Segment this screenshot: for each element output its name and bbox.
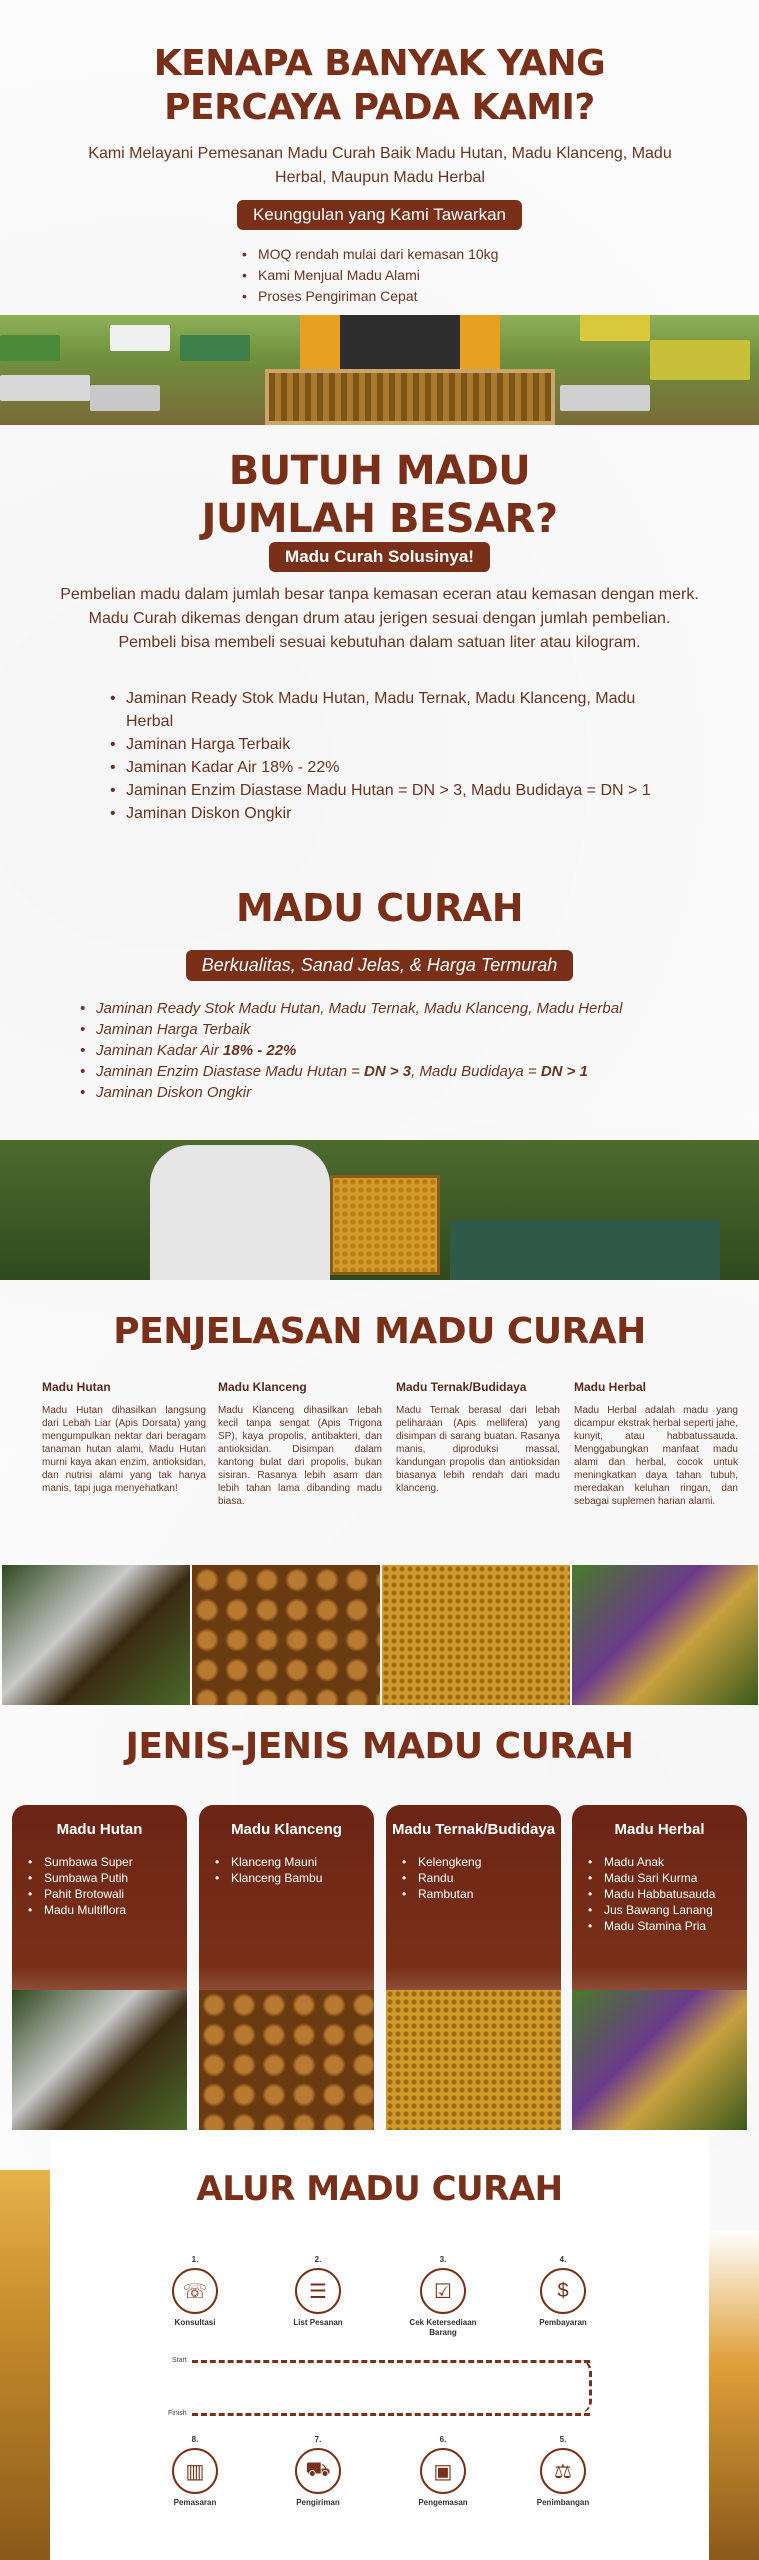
list-item: • Sumbawa Super <box>28 1854 187 1870</box>
flow-title: ALUR MADU CURAH <box>196 2169 563 2209</box>
step-label: Konsultasi <box>174 2318 216 2327</box>
beekeeper-photo <box>0 1140 759 1280</box>
explain-text: Madu Ternak berasal dari lebah peliharaan (Apis mellifera) yang disimpan di sarang buatan. Rasanya manis, diproduksi massal, kandungan propolis dan antioksidan biasanya lebih rendah dari madu klanceng. <box>396 1405 560 1494</box>
explanation-title: PENJELASAN MADU CURAH <box>113 1311 646 1352</box>
madu-curah-list <box>80 998 720 1103</box>
start-label: Start <box>172 2357 187 2364</box>
section-types <box>0 1715 759 2130</box>
step-label: Pembayaran <box>539 2318 587 2327</box>
honey-jars-right <box>709 2230 759 2560</box>
flow-line-top <box>192 2360 590 2363</box>
list-item: • Jaminan Harga Terbaik <box>80 1019 720 1040</box>
explain-title: Madu Ternak/Budidaya <box>396 1380 527 1394</box>
list-item: • Jaminan Ready Stok Madu Hutan, Madu Ternak, Madu Klanceng, Madu Herbal <box>80 998 720 1019</box>
list-item <box>80 1061 720 1082</box>
step-pemasaran <box>150 2435 240 2508</box>
step-number: 6. <box>439 2435 447 2444</box>
package-icon: ▣ <box>420 2448 466 2494</box>
step-number: 1. <box>191 2255 199 2264</box>
beekeeper-figure <box>150 1145 330 1280</box>
list-item <box>80 1040 720 1061</box>
explain-klanceng <box>218 1380 382 1508</box>
list-item: • Madu Anak <box>588 1854 747 1870</box>
step-number: 5. <box>559 2435 567 2444</box>
list-item: • Jaminan Diskon Ongkir <box>110 802 670 825</box>
explain-title: Madu Klanceng <box>218 1380 307 1394</box>
list-item: • Jaminan Kadar Air 18% - 22% <box>110 756 670 779</box>
flow-line-bottom <box>192 2413 590 2416</box>
explain-text: Madu Klanceng dihasilkan lebah kecil tanpa sengat (Apis Trigona SP), kaya propolis, antibakteri, dan antioksidan. Disimpan dalam kantong bulat dari propolis, bukan sisiran. Rasanya lebih asam dan lebih tahan lama dibanding madu biasa. <box>218 1405 382 1507</box>
list-item: • Kami Menjual Madu Alami <box>242 265 498 286</box>
trust-title-line1: KENAPA BANYAK YANG <box>153 43 606 84</box>
list-item: • Pahit Brotowali <box>28 1886 187 1902</box>
card-title: Madu Hutan <box>56 1821 143 1838</box>
step-number: 4. <box>559 2255 567 2264</box>
list-item: • Madu Stamina Pria <box>588 1918 747 1934</box>
clipboard-icon: ☰ <box>295 2268 341 2314</box>
list-item: • Kelengkeng <box>402 1854 561 1870</box>
step-list-pesanan <box>273 2255 363 2328</box>
guarantee-list <box>110 687 670 825</box>
scale-icon: ⚖ <box>540 2448 586 2494</box>
list-item: • MOQ rendah mulai dari kemasan 10kg <box>242 244 498 265</box>
step-konsultasi <box>150 2255 240 2328</box>
list-item: • Jaminan Enzim Diastase Madu Hutan = DN > 3, Madu Budidaya = DN > 1 <box>110 779 670 802</box>
explain-hutan <box>42 1380 206 1495</box>
list-item: • Rambutan <box>402 1886 561 1902</box>
bulk-title-line1: BUTUH MADU <box>228 448 531 494</box>
finish-label: Finish <box>168 2410 187 2417</box>
list-item: • Jaminan Harga Terbaik <box>110 733 670 756</box>
honey-frame <box>330 1175 440 1275</box>
card-list <box>402 1854 561 1902</box>
step-penimbangan <box>518 2435 608 2508</box>
bulk-description: Pembelian madu dalam jumlah besar tanpa kemasan eceran atau kemasan dengan merk. Madu Curah dikemas dengan drum atau jerigen sesuai dengan jumlah pembelian. Pembeli bisa membeli sesuai kebutuhan dalam satuan liter atau kilogram. <box>60 586 699 651</box>
item-bold: DN > 1 <box>540 1063 588 1080</box>
item-text: , Madu Budidaya = <box>411 1063 541 1080</box>
step-number: 7. <box>314 2435 322 2444</box>
card-madu-herbal <box>572 1805 747 2130</box>
hive-box <box>450 1220 720 1280</box>
madu-curah-title: MADU CURAH <box>235 886 524 930</box>
image-madu-ternak <box>382 1565 570 1705</box>
item-text: Jaminan Enzim Diastase Madu Hutan = <box>96 1063 365 1080</box>
types-title: JENIS-JENIS MADU CURAH <box>125 1726 634 1767</box>
bulk-title <box>0 447 759 543</box>
honey-jars-left <box>0 2170 50 2560</box>
step-label: Pengiriman <box>296 2498 340 2507</box>
step-label: Pengemasan <box>418 2498 468 2507</box>
step-number: 2. <box>314 2255 322 2264</box>
card-title: Madu Klanceng <box>231 1821 342 1838</box>
list-item: • Klanceng Bambu <box>215 1870 374 1886</box>
list-item: • Sumbawa Putih <box>28 1870 187 1886</box>
step-cek-barang <box>398 2255 488 2338</box>
card-list <box>28 1854 187 1918</box>
flow-line-turn <box>560 2360 592 2413</box>
explain-title: Madu Herbal <box>574 1380 647 1394</box>
section-trust <box>0 0 759 425</box>
item-bold: DN > 3 <box>364 1063 412 1080</box>
list-item: • Jaminan Ready Stok Madu Hutan, Madu Ternak, Madu Klanceng, Madu Herbal <box>110 687 670 733</box>
explain-herbal <box>574 1380 738 1508</box>
card-madu-ternak <box>386 1805 561 2130</box>
bulk-title-line2: JUMLAH BESAR? <box>201 496 558 542</box>
step-label: Penimbangan <box>536 2498 590 2507</box>
card-madu-klanceng <box>199 1805 374 2130</box>
card-image <box>386 1990 561 2130</box>
explain-text: Madu Hutan dihasilkan langsung dari Lebah Liar (Apis Dorsata) yang mengumpulkan nektar dari beragam tanaman hutan alami, Madu Hutan murni kaya akan enzim, antioksidan, dan nutrisi alami yang tak hanya manis, tapi juga menyehatkan! <box>42 1405 206 1494</box>
list-item: • Klanceng Mauni <box>215 1854 374 1870</box>
step-pembayaran <box>518 2255 608 2328</box>
step-label: List Pesanan <box>293 2318 343 2327</box>
box-check-icon: ☑ <box>420 2268 466 2314</box>
card-madu-hutan <box>12 1805 187 2130</box>
card-image <box>572 1990 747 2130</box>
card-list <box>215 1854 374 1886</box>
truck-icon: ⛟ <box>295 2448 341 2494</box>
step-label: Pemasaran <box>173 2498 217 2507</box>
trust-subtitle: Kami Melayani Pemesanan Madu Curah Baik Madu Hutan, Madu Klanceng, Madu Herbal, Maupun Madu Herbal <box>88 145 672 186</box>
step-pengiriman <box>273 2435 363 2508</box>
list-item: • Jaminan Diskon Ongkir <box>80 1082 720 1103</box>
image-madu-klanceng <box>192 1565 380 1705</box>
card-list <box>588 1854 747 1934</box>
section-explanation <box>0 1280 759 1710</box>
card-image <box>199 1990 374 2130</box>
image-madu-herbal <box>572 1565 758 1705</box>
payment-icon: $ <box>540 2268 586 2314</box>
item-bold: 18% - 22% <box>223 1042 297 1059</box>
quality-pill: Berkualitas, Sanad Jelas, & Harga Termurah <box>186 950 574 981</box>
image-madu-hutan <box>2 1565 190 1705</box>
section-madu-curah <box>0 865 759 1145</box>
list-item: • Madu Habbatusauda <box>588 1886 747 1902</box>
section-bulk <box>0 425 759 865</box>
list-item: • Proses Pengiriman Cepat <box>242 286 498 307</box>
step-number: 8. <box>191 2435 199 2444</box>
card-title: Madu Herbal <box>614 1821 705 1838</box>
trust-title <box>0 42 759 130</box>
trust-title-line2: PERCAYA PADA KAMI? <box>164 87 595 128</box>
list-item: • Randu <box>402 1870 561 1886</box>
list-item: • Madu Multiflora <box>28 1902 187 1918</box>
step-label: Cek Ketersediaan Barang <box>409 2318 477 2337</box>
advantages-pill: Keunggulan yang Kami Tawarkan <box>237 200 522 230</box>
item-text: Jaminan Kadar Air <box>96 1042 224 1059</box>
headset-icon: ☏ <box>172 2268 218 2314</box>
card-image <box>12 1990 187 2130</box>
advantages-list <box>242 244 498 307</box>
step-number: 3. <box>439 2255 447 2264</box>
step-pengemasan <box>398 2435 488 2508</box>
solution-pill: Madu Curah Solusinya! <box>269 542 490 572</box>
list-item: • Madu Sari Kurma <box>588 1870 747 1886</box>
section-flow <box>0 2130 759 2560</box>
beekeeping-photo <box>0 315 759 425</box>
card-title: Madu Ternak/Budidaya <box>391 1821 556 1838</box>
explain-title: Madu Hutan <box>42 1380 111 1394</box>
explain-ternak <box>396 1380 560 1495</box>
explain-text: Madu Herbal adalah madu yang dicampur ekstrak herbal seperti jahe, kunyit, atau habbatussauda. Menggabungkan manfaat madu alami dan herbal, cocok untuk meningkatkan daya tahan tubuh, meredakan keluhan ringan, dan sebagai suplemen harian alami. <box>574 1405 738 1507</box>
list-item: • Jus Bawang Lanang <box>588 1902 747 1918</box>
chart-icon: ▥ <box>172 2448 218 2494</box>
